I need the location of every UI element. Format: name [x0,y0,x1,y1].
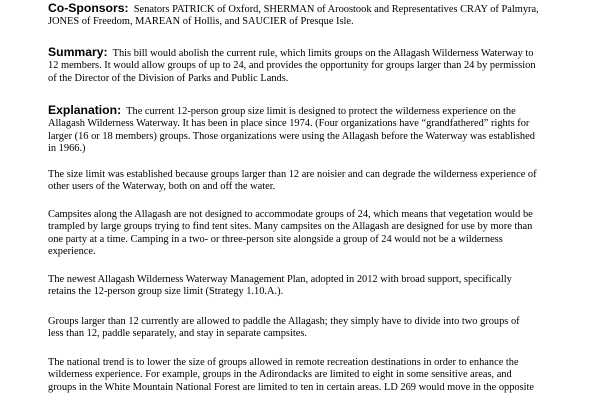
explanation-line-4: in 1966.) [48,143,86,155]
paragraph-line: experience. [48,246,96,258]
paragraph-line: The size limit was established because groups larger than 12 are noisier and can degrade the wilderness experience of [48,169,537,180]
paragraph-management-plan [48,274,588,299]
paragraph-line: Campsites along the Allagash are not designed to accommodate groups of 24, which means that vegetation would be [48,209,533,220]
paragraph-line: The newest Allagash Wilderness Waterway Management Plan, adopted in 2012 with broad support, specifically [48,274,512,285]
paragraph-line: The national trend is to lower the size of groups allowed in remote recreation destinations in order to enhance the [48,357,519,368]
paragraph-larger-groups [48,316,588,341]
cosponsors-line-1 [48,2,588,16]
paragraph-line: wilderness experience. For example, groups in the Adirondacks are limited to eight in some sensitive areas, and [48,369,512,381]
cosponsors-heading: Co-Sponsors: [48,1,129,15]
paragraph-line: less than 12, paddle separately, and stay in separate campsites. [48,328,308,340]
explanation-line-1 [48,104,588,118]
explanation-heading: Explanation: [48,103,122,117]
summary-line-3: of the Director of the Division of Parks and Public Lands. [48,72,289,84]
paragraph-campsites [48,209,588,259]
paragraph-line: retains the 12-person group size limit (Strategy 1.10.A.). [48,286,284,298]
paragraph-size-limit [48,169,588,194]
summary-heading: Summary: [48,45,108,59]
paragraph-national-trend [48,357,588,394]
summary-line-2: 12 members. It would allow groups of up to 24, and provides the opportunity for groups larger than 24 by permission [48,60,536,72]
cosponsors-text-1: Senators PATRICK of Oxford, SHERMAN of Aroostook and Representatives CRAY of Palmyra, [133,4,539,15]
explanation-line-2: Allagash Wilderness Waterway. It has been in place since 1974. (Four organizations have “grandfathered” rights for [48,118,530,130]
paragraph-line: groups in the White Mountain National Forest are limited to ten in certain areas. LD 269 would move in the opposite [48,381,535,393]
explanation-section [48,104,588,156]
cosponsors-line-2: JONES of Freedom, MAREAN of Hollis, and SAUCIER of Presque Isle. [48,16,354,28]
summary-section [48,46,588,85]
explanation-text-1: The current 12-person group size limit is designed to protect the wilderness experience on the [126,106,516,117]
summary-line-1 [48,46,588,60]
paragraph-line: Groups larger than 12 currently are allowed to paddle the Allagash; they simply have to divide into two groups of [48,316,520,327]
paragraph-line: one party at a time. Camping in a two- or three-person site alongside a group of 24 would not be a wilderness [48,233,503,245]
paragraph-line: trampled by large groups trying to find tent sites. Many campsites on the Allagash are designed for use by more than [48,221,533,233]
cosponsors-section [48,2,588,29]
paragraph-line: other users of the Waterway, both on and off the water. [48,181,276,193]
summary-text-1: This bill would abolish the current rule, which limits groups on the Allagash Wilderness Waterway to [112,48,534,59]
explanation-line-3: larger (16 or 18 members) groups. Those organizations were using the Allagash before the Waterway was established [48,130,535,142]
